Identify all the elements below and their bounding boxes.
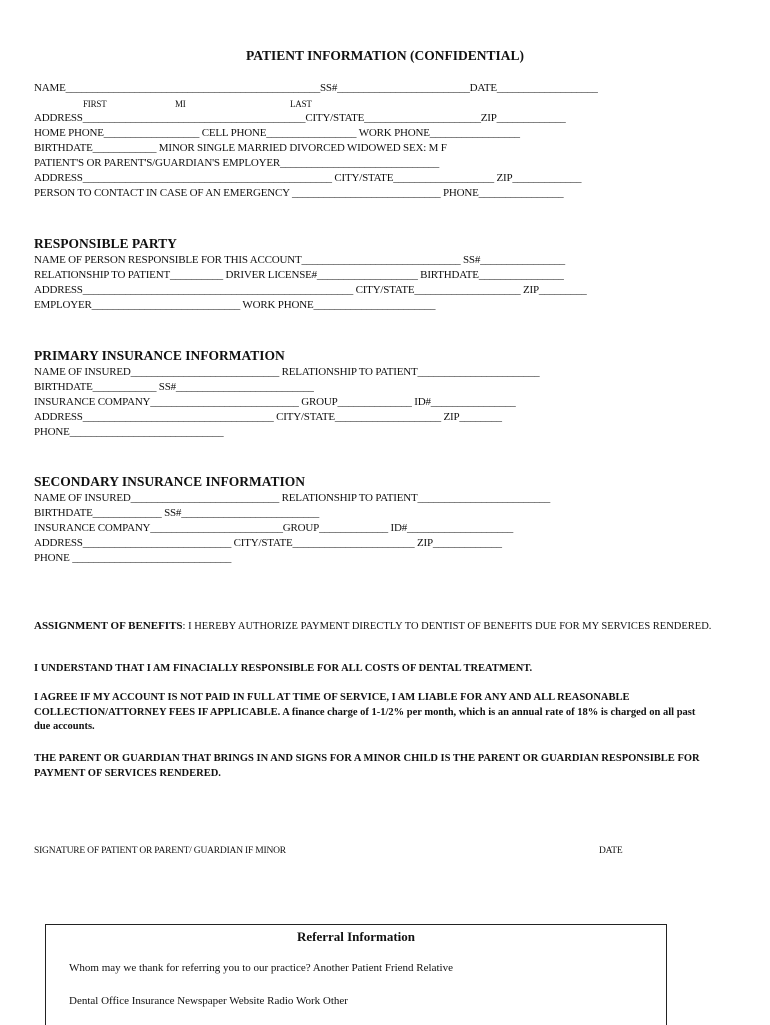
responsible-party-heading: RESPONSIBLE PARTY [34,236,177,251]
referral-box [45,924,667,1025]
secondary-company-line[interactable]: INSURANCE COMPANY_________________________GROUP_____________ ID#____________________ [34,522,514,534]
signature-date-label[interactable]: DATE [599,846,623,856]
collection-fees-text: I AGREE IF MY ACCOUNT IS NOT PAID IN FULL AT TIME OF SERVICE, I AM LIABLE FOR ANY AND ALL REASONABLE COLLECTION/ATTORNEY FEES IF APPLICABLE. A finance charge of 1-1/2% per month, which is an annual rate of 18% is charged on all past due accounts. [34,692,696,732]
secondary-address-line[interactable]: ADDRESS____________________________ CITY/STATE_______________________ ZIP_____________ [34,537,502,549]
primary-phone-line[interactable]: PHONE_____________________________ [34,426,224,438]
employer-address-line[interactable]: ADDRESS_______________________________________________ CITY/STATE___________________ ZIP_____________ [34,172,582,184]
secondary-birthdate-line[interactable]: BIRTHDATE_____________ SS#__________________________ [34,507,320,519]
referral-question[interactable]: Whom may we thank for referring you to our practice? Another Patient Friend Relative [69,962,453,974]
signature-label[interactable]: SIGNATURE OF PATIENT OR PARENT/ GUARDIAN IF MINOR [34,846,286,856]
primary-insured-line[interactable]: NAME OF INSURED____________________________ RELATIONSHIP TO PATIENT_______________________ [34,366,540,378]
referral-title: Referral Information [296,929,416,944]
responsible-address-line[interactable]: ADDRESS___________________________________________________ CITY/STATE____________________ ZIP_________ [34,284,587,296]
primary-address-line[interactable]: ADDRESS____________________________________ CITY/STATE____________________ ZIP________ [34,411,502,423]
secondary-insured-line[interactable]: NAME OF INSURED____________________________ RELATIONSHIP TO PATIENT_________________________ [34,492,551,504]
secondary-phone-line[interactable]: PHONE ______________________________ [34,552,232,564]
name-mi-caption: MI [175,99,186,109]
name-first-caption: FIRST [83,99,107,109]
assignment-text: : I HEREBY AUTHORIZE PAYMENT DIRECTLY TO DENTIST OF BENEFITS DUE FOR MY SERVICES RENDERED. [182,621,712,632]
responsible-name-line[interactable]: NAME OF PERSON RESPONSIBLE FOR THIS ACCOUNT______________________________ SS#________________ [34,254,565,266]
patient-name-line[interactable]: NAME________________________________________________SS#_________________________DATE___________________ [34,82,598,94]
guardian-responsibility-text: THE PARENT OR GUARDIAN THAT BRINGS IN AND SIGNS FOR A MINOR CHILD IS THE PARENT OR GUARDIAN RESPONSIBLE FOR PAYMENT OF SERVICES RENDERED. [34,753,700,779]
patient-address-line[interactable]: ADDRESS__________________________________________CITY/STATE______________________ZIP_____________ [34,112,566,124]
referral-options[interactable]: Dental Office Insurance Newspaper Website Radio Work Other [69,995,348,1007]
assignment-label: ASSIGNMENT OF BENEFITS [34,620,183,632]
secondary-insurance-heading: SECONDARY INSURANCE INFORMATION [34,474,306,489]
primary-insurance-heading: PRIMARY INSURANCE INFORMATION [34,348,285,363]
responsible-relationship-line[interactable]: RELATIONSHIP TO PATIENT__________ DRIVER LICENSE#___________________ BIRTHDATE________________ [34,269,564,281]
primary-birthdate-line[interactable]: BIRTHDATE____________ SS#__________________________ [34,381,314,393]
page-title: PATIENT INFORMATION (CONFIDENTIAL) [245,48,524,63]
patient-phone-line[interactable]: HOME PHONE__________________ CELL PHONE_________________ WORK PHONE_________________ [34,127,520,139]
responsible-employer-line[interactable]: EMPLOYER____________________________ WORK PHONE_______________________ [34,299,436,311]
financial-responsibility-text: I UNDERSTAND THAT I AM FINACIALLY RESPONSIBLE FOR ALL COSTS OF DENTAL TREATMENT. [34,663,533,674]
emergency-contact-line[interactable]: PERSON TO CONTACT IN CASE OF AN EMERGENCY ____________________________ PHONE________________ [34,187,564,199]
name-last-caption: LAST [290,99,312,109]
patient-birthdate-line[interactable]: BIRTHDATE____________ MINOR SINGLE MARRIED DIVORCED WIDOWED SEX: M F [34,142,447,154]
patient-employer-line[interactable]: PATIENT'S OR PARENT'S/GUARDIAN'S EMPLOYER______________________________ [34,157,439,169]
assignment-of-benefits [34,619,714,635]
primary-company-line[interactable]: INSURANCE COMPANY____________________________ GROUP______________ ID#________________ [34,396,516,408]
